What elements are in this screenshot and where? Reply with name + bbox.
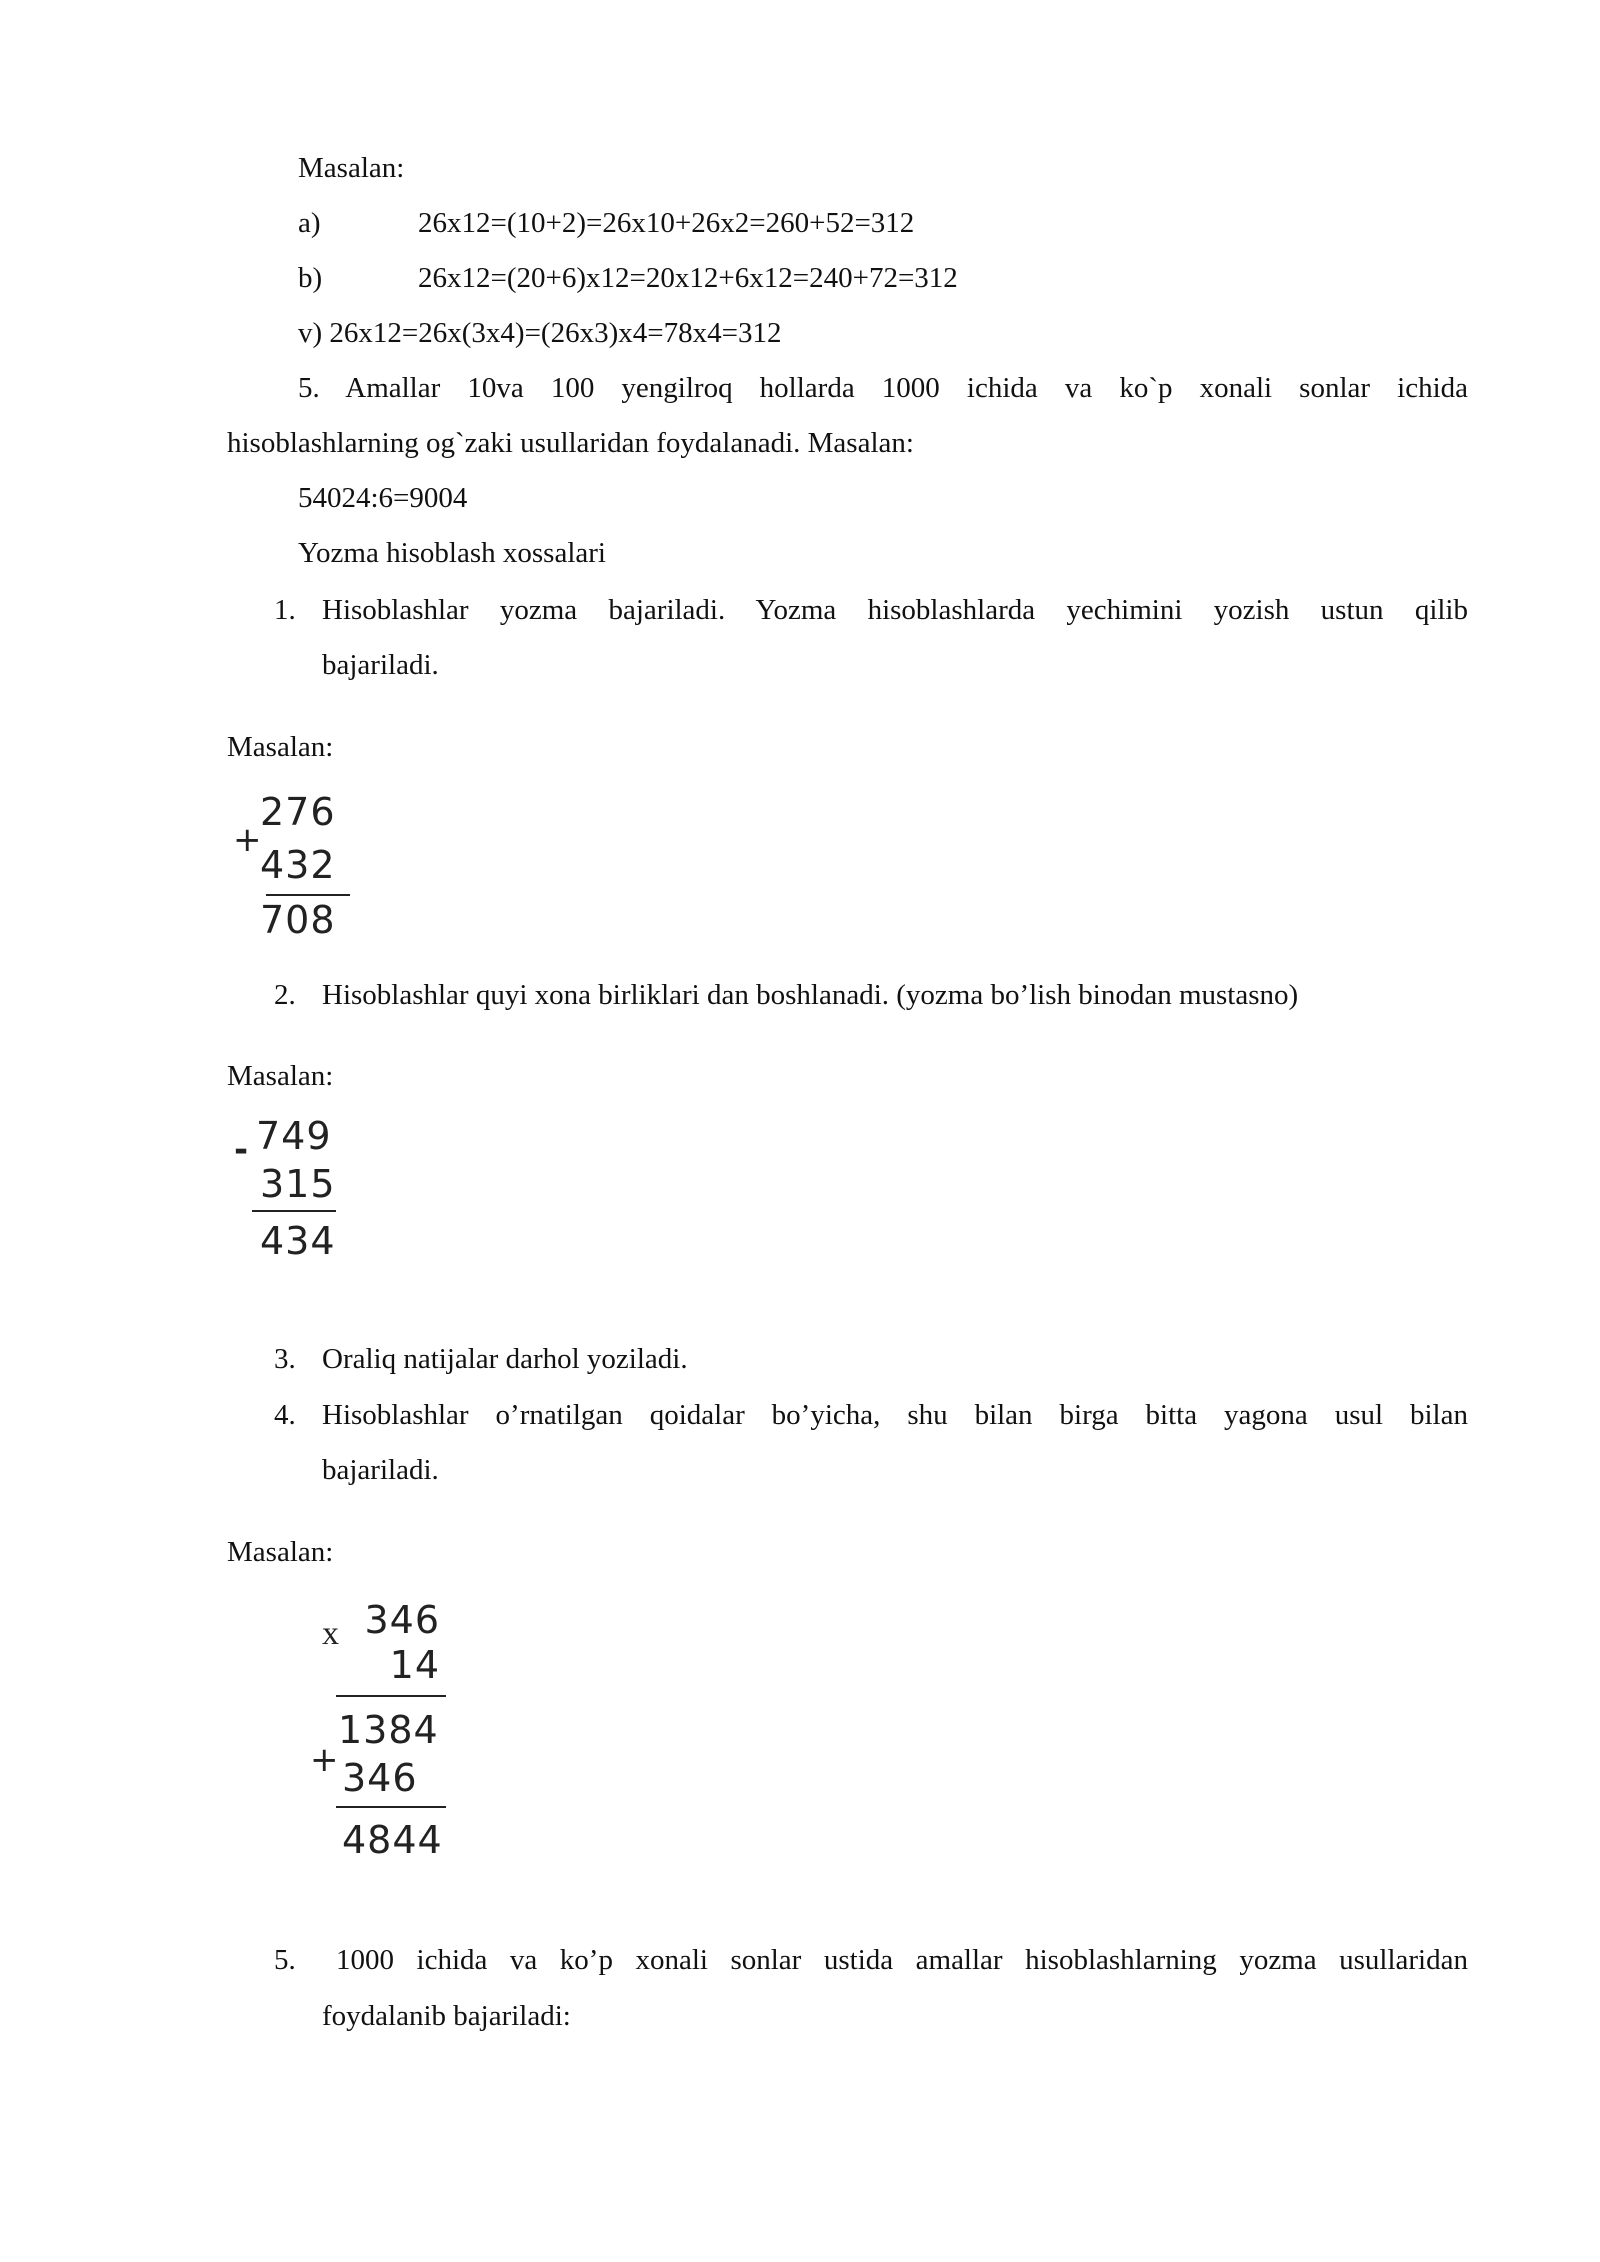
minus-sign: -: [234, 1130, 249, 1170]
difference-rule: [252, 1210, 336, 1212]
subtrahend: 315: [260, 1162, 336, 1206]
list-item-4-line-2: bajariladi.: [322, 1454, 439, 1486]
partial-product-1: 1384: [338, 1708, 439, 1752]
masalan-label: Masalan:: [298, 152, 405, 184]
list-item-1-line-2: bajariladi.: [322, 649, 439, 681]
list-item-3: Oraliq natijalar darhol yoziladi.: [322, 1343, 688, 1375]
difference-result: 434: [260, 1219, 336, 1263]
partial-product-2: 346: [342, 1756, 418, 1800]
paragraph-5-line-2: hisoblashlarning og`zaki usullaridan foydalanadi. Masalan:: [227, 427, 914, 459]
example-marker-b: b): [298, 262, 323, 294]
product-result: 4844: [342, 1818, 443, 1862]
addend-2: 432: [260, 843, 336, 887]
list-item-5-line-2: foydalanib bajariladi:: [322, 2000, 571, 2032]
example-marker-a: a): [298, 207, 321, 239]
plus-sign: +: [310, 1740, 339, 1780]
product-rule-2: [336, 1806, 446, 1808]
masalan-label: Masalan:: [227, 1536, 334, 1568]
product-rule-1: [336, 1695, 446, 1697]
multiplication-example: [310, 1600, 460, 1880]
masalan-label: Masalan:: [227, 1060, 334, 1092]
sum-result: 708: [260, 898, 336, 942]
times-sign: x: [322, 1615, 339, 1652]
paragraph-5-line-1: 5. Amallar 10va 100 yengilroq hollarda 1000 ichida va ko`p xonali sonlar ichida: [298, 372, 1468, 404]
list-item-1-line-1: Hisoblashlar yozma bajariladi. Yozma hisoblashlarda yechimini yozish ustun qilib: [322, 594, 1468, 626]
plus-sign: +: [233, 820, 262, 860]
multiplier: 14: [389, 1643, 440, 1687]
paragraph-5-example: 54024:6=9004: [298, 482, 468, 514]
example-b: 26x12=(20+6)x12=20x12+6x12=240+72=312: [418, 262, 958, 294]
minuend: 749: [256, 1114, 332, 1158]
list-number-2: 2.: [274, 979, 296, 1011]
sum-rule: [266, 894, 350, 896]
list-item-4-line-1: Hisoblashlar o’rnatilgan qoidalar bo’yicha, shu bilan birga bitta yagona usul bilan: [322, 1399, 1468, 1431]
list-number-4: 4.: [274, 1399, 296, 1431]
list-number-3: 3.: [274, 1343, 296, 1375]
list-item-2: Hisoblashlar quyi xona birliklari dan boshlanadi. (yozma bo’lish binodan mustasno): [322, 979, 1299, 1011]
example-v: v) 26x12=26x(3x4)=(26x3)x4=78x4=312: [298, 317, 782, 349]
subtraction-example: [230, 1116, 360, 1266]
list-item-5-line-1: 1000 ichida va ko’p xonali sonlar ustida amallar hisoblashlarning yozma usullaridan: [336, 1944, 1468, 1976]
list-number-5: 5.: [274, 1944, 296, 1976]
list-number-1: 1.: [274, 594, 296, 626]
addition-example: [230, 792, 360, 952]
section-title: Yozma hisoblash xossalari: [298, 537, 606, 569]
example-a: 26x12=(10+2)=26x10+26x2=260+52=312: [418, 207, 915, 239]
addend-1: 276: [260, 790, 336, 834]
masalan-label: Masalan:: [227, 731, 334, 763]
multiplicand: 346: [364, 1598, 440, 1642]
